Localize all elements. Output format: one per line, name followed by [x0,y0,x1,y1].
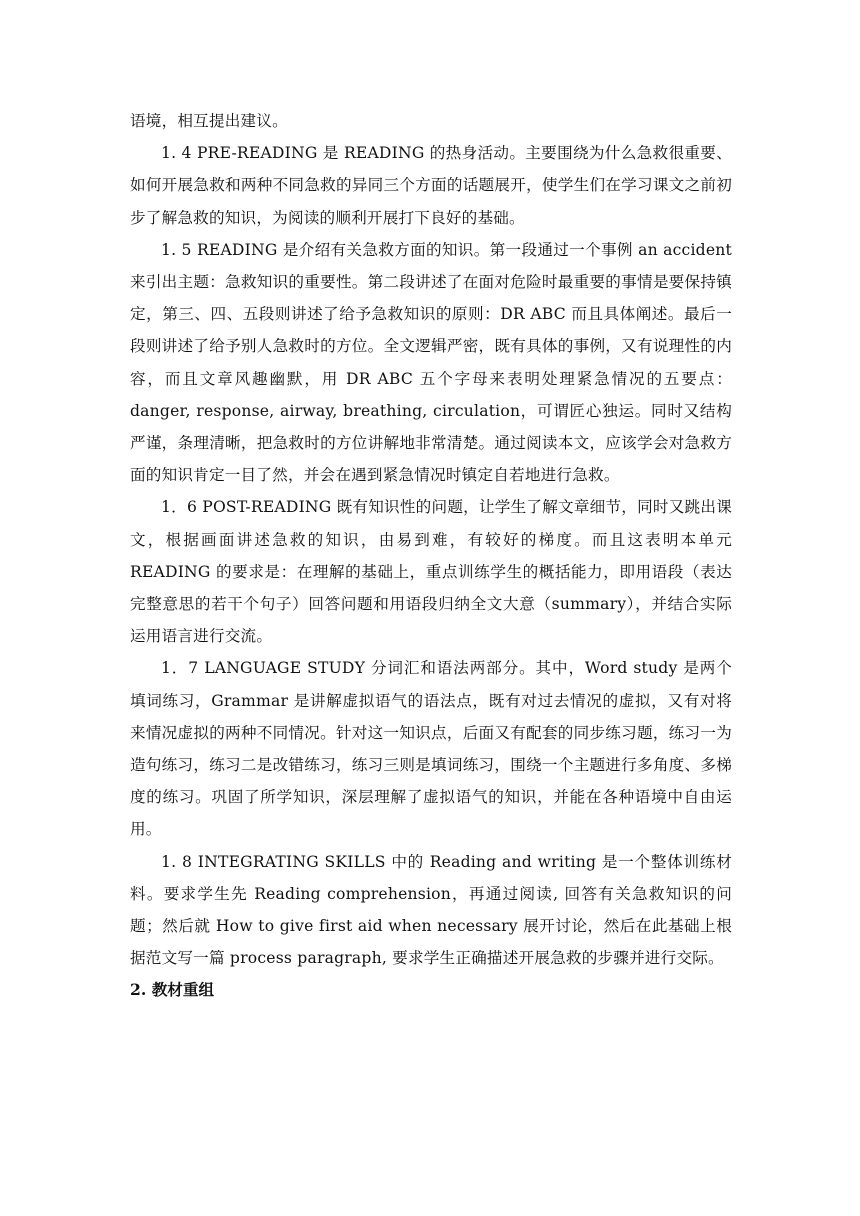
paragraph-language-study: 1．7 LANGUAGE STUDY 分词汇和语法两部分。其中，Word study 是两个填词练习，Grammar 是讲解虚拟语气的语法点，既有对过去情况的虚拟，又有对将来情况虚拟的两种不同情况。针对这一知识点，后面又有配套的同步练习题，练习一为造句练习，练习二是改错练习，练习三则是填词练习，围绕一个主题进行多角度、多梯度的练习。巩固了所学知识，深层理解了虚拟语气的知识，并能在各种语境中自由运用。 [130,659,732,839]
section-heading: 2. 教材重组 [130,980,215,1000]
paragraph-pre-reading: 1. 4 PRE-READING 是 READING 的热身活动。主要围绕为什么急救很重要、如何开展急救和两种不同急救的异同三个方面的话题展开，使学生们在学习课文之前初步了解急救的知识，为阅读的顺利开展打下良好的基础。 [130,144,732,227]
document-page [130,105,732,1007]
paragraph-post-reading: 1．6 POST-READING 既有知识性的问题，让学生了解文章细节，同时又跳出课文，根据画面讲述急救的知识，由易到难，有较好的梯度。而且这表明本单元 READING 的要求是：在理解的基础上，重点训练学生的概括能力，即用语段（表达完整意思的若干个句子）回答问题和用语段归纳全文大意（summary），并结合实际运用语言进行交流。 [130,498,732,646]
paragraph-continuation: 语境，相互提出建议。 [130,112,288,130]
paragraph-integrating-skills: 1. 8 INTEGRATING SKILLS 中的 Reading and writing 是一个整体训练材料。要求学生先 Reading comprehension，再通过阅读, 回答有关急救知识的问题；然后就 How to give first aid when necessary 展开讨论，然后在此基础上根据范文写一篇 process paragraph, 要求学生正确描述开展急救的步骤并进行交际。 [130,852,732,968]
paragraph-reading: 1. 5 READING 是介绍有关急救方面的知识。第一段通过一个事例 an accident 来引出主题：急救知识的重要性。第二段讲述了在面对危险时最重要的事情是要保持镇定，第三、四、五段则讲述了给予急救知识的原则：DR ABC 而且具体阐述。最后一段则讲述了给予别人急救时的方位。全文逻辑严密，既有具体的事例，又有说理性的内容，而且文章风趣幽默，用 DR ABC 五个字母来表明处理紧急情况的五要点：danger, response, airway, breathing, circulation，可谓匠心独运。同时又结构严谨，条理清晰，把急救时的方位讲解地非常清楚。通过阅读本文，应该学会对急救方面的知识肯定一目了然，并会在遇到紧急情况时镇定自若地进行急救。 [130,240,732,485]
